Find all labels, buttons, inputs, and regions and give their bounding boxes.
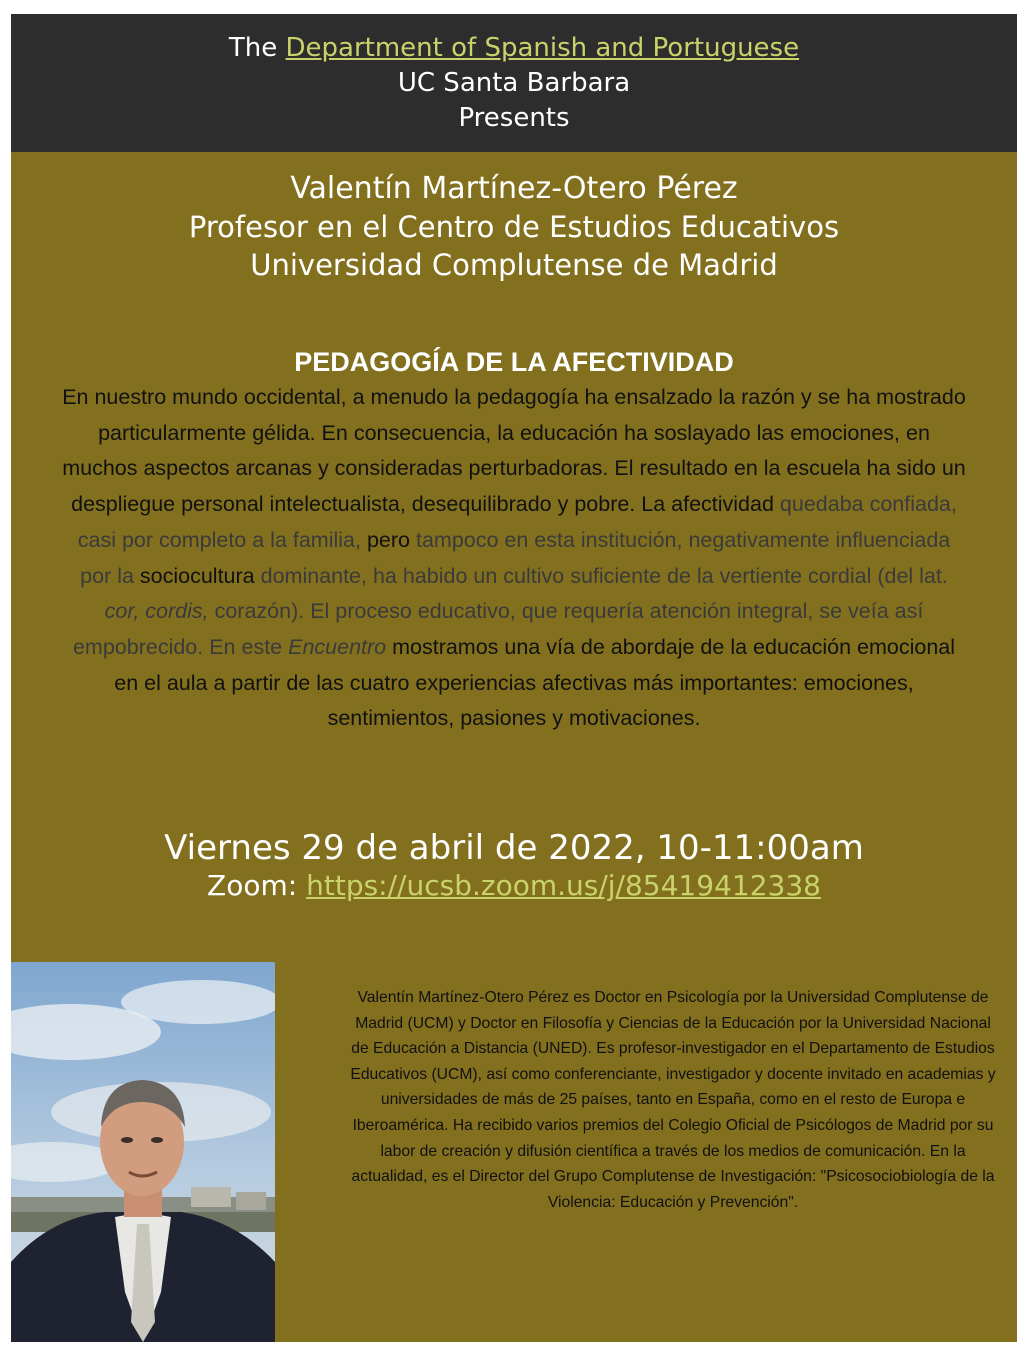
flyer-header bbox=[11, 14, 1017, 152]
talk-title: PEDAGOGÍA DE LA AFECTIVIDAD bbox=[294, 347, 734, 377]
abstract-part-3: pero bbox=[366, 527, 410, 552]
department-link[interactable]: Department of Spanish and Portuguese bbox=[285, 33, 800, 63]
flyer bbox=[11, 14, 1017, 1342]
zoom-label: Zoom: bbox=[207, 869, 307, 902]
speaker-photo bbox=[11, 962, 275, 1342]
abstract-part-5: sociocultura bbox=[139, 563, 255, 588]
speaker-block bbox=[11, 170, 1017, 284]
speaker-institution: Universidad Complutense de Madrid bbox=[250, 248, 778, 282]
abstract-part-4: tampoco en esta institución, negativamente influenciada por la bbox=[80, 527, 951, 588]
abstract-part-1: En nuestro mundo occidental, a menudo la pedagogía ha ensalzado la razón y se ha mostrado particularmente gélida. En consecuencia, la educación ha soslayado las emociones, en muchos aspectos arcanas y consideradas perturbadoras. El resultado en la escuela ha sido un despliegue personal intelectualista, desequilibrado y pobre. La afectividad bbox=[62, 385, 966, 517]
abstract-part-6: dominante, ha habido un cultivo suficiente de la vertiente cordial (del lat. bbox=[254, 563, 948, 588]
flyer-body bbox=[11, 152, 1017, 1342]
talk-abstract-block bbox=[61, 344, 967, 737]
header-presents: Presents bbox=[458, 103, 570, 133]
abstract-part-7: corazón). El proceso educativo, que requería atención integral, se veía así empobrecido. En este bbox=[72, 599, 924, 659]
speaker-name: Valentín Martínez-Otero Pérez bbox=[290, 171, 738, 206]
event-date: Viernes 29 de abril de 2022, 10-11:00am bbox=[164, 828, 864, 868]
header-university: UC Santa Barbara bbox=[397, 68, 631, 98]
event-info bbox=[11, 828, 1017, 904]
abstract-part-8: mostramos una vía de abordaje de la educación emocional en el aula a partir de las cuatro experiencias afectivas más importantes: emociones, sentimientos, pasiones y motivaciones. bbox=[114, 634, 956, 731]
abstract-italic-encuentro: Encuentro bbox=[288, 634, 387, 659]
abstract-italic-cor: cor, cordis, bbox=[104, 599, 209, 624]
speaker-position: Profesor en el Centro de Estudios Educativos bbox=[188, 210, 840, 244]
zoom-link[interactable]: https://ucsb.zoom.us/j/85419412338 bbox=[306, 869, 821, 902]
speaker-bio: Valentín Martínez-Otero Pérez es Doctor en Psicología por la Universidad Complutense de Madrid (UCM) y Doctor en Filosofía y Ciencias de la Educación por la Universidad Nacional de Educación a Distancia (UNED). Es profesor-investigador en el Departamento de Estudios Educativos (UCM), así como conferenciante, investigador y docente invitado en academias y universidades de más de 25 países, tanto en España, como en el resto de Europa e Iberoamérica. Ha recibido varios premios del Colegio Oficial de Psicólogos de Madrid por su labor de creación y difusión científica a través de los medios de comunicación. En la actualidad, es el Director del Grupo Complutense de Investigación: "Psicosociobiología de la Violencia: Educación y Prevención". bbox=[350, 989, 996, 1211]
zoom-line bbox=[11, 868, 1017, 904]
abstract-part-2: quedaba confiada, casi por completo a la familia, bbox=[77, 492, 957, 552]
talk-abstract bbox=[61, 380, 967, 737]
header-the: The bbox=[228, 33, 278, 63]
header-line-1 bbox=[11, 31, 1017, 66]
